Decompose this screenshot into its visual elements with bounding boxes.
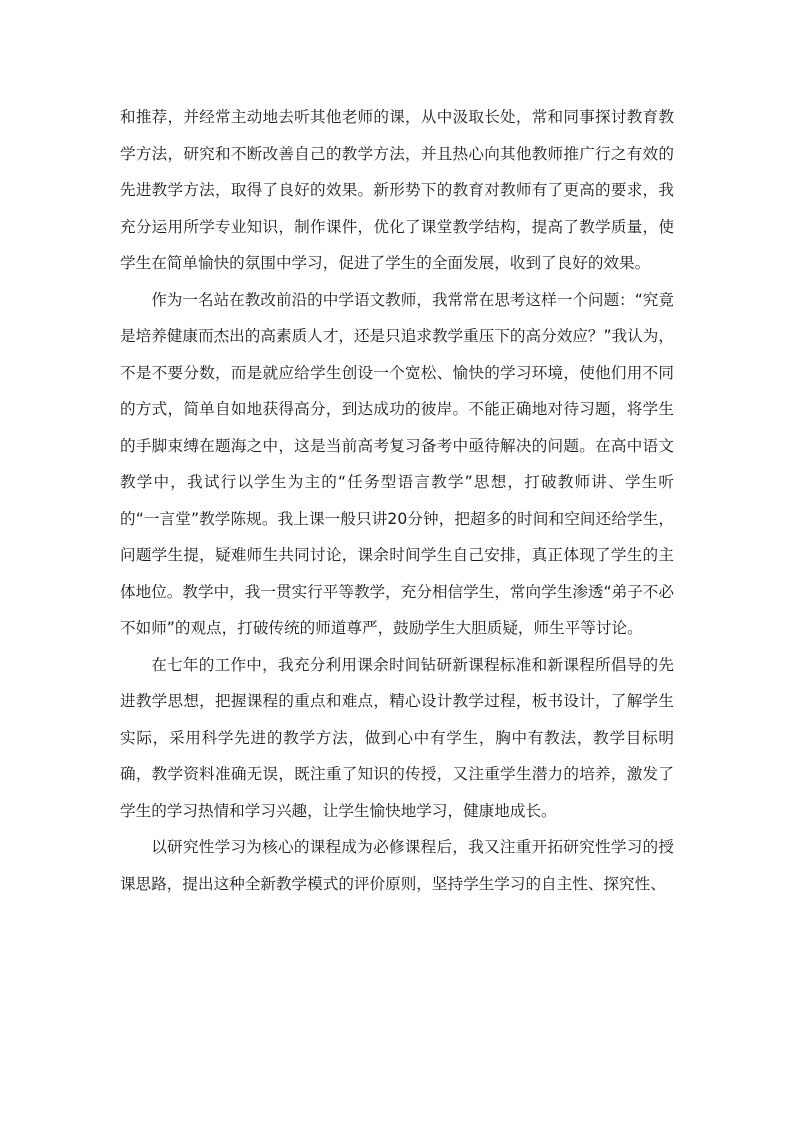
paragraph-3: 在七年的工作中，我充分利用课余时间钻研新课程标准和新课程所倡导的先进教学思想，把握课程的重点和难点，精心设计教学过程，板书设计，了解学生实际，采用科学先进的教学方法，做到心中有学生，胸中有教法，教学目标明确，教学资料准确无误，既注重了知识的传授，又注重学生潜力的培养，激发了学生的学习热情和学习兴趣，让学生愉快地学习，健康地成长。: [120, 655, 674, 820]
paragraph-2: 作为一名站在教改前沿的中学语文教师，我常常在思考这样一个问题：“究竟是培养健康而杰出的高素质人才，还是只追求教学重压下的高分效应？”我认为，不是不要分数，而是就应给学生创设一个宽松、愉快的学习环境，使他们用不同的方式，简单自如地获得高分，到达成功的彼岸。不能正确地对待习题，将学生的手脚束缚在题海之中，这是当前高考复习备考中亟待解决的问题。在高中语文教学中，我试行以学生为主的“任务型语言教学”思想，打破教师讲、学生听的“一言堂”教学陈规。我上课一般只讲20分钟，把超多的时间和空间还给学生，问题学生提，疑难师生共同讨论，课余时间学生自己安排，真正体现了学生的主体地位。教学中，我一贯实行平等教学，充分相信学生，常向学生渗透“弟子不必不如师”的观点，打破传统的师道尊严，鼓励学生大胆质疑，师生平等讨论。: [120, 290, 674, 637]
paragraph-1: 和推荐，并经常主动地去听其他老师的课，从中汲取长处，常和同事探讨教育教学方法，研究和不断改善自己的教学方法，并且热心向其他教师推广行之有效的先进教学方法，取得了良好的效果。新形势下的教育对教师有了更高的要求，我充分运用所学专业知识，制作课件，优化了课堂教学结构，提高了教学质量，使学生在简单愉快的氛围中学习，促进了学生的全面发展，收到了良好的效果。: [120, 108, 674, 272]
paragraph-4: 以研究性学习为核心的课程成为必修课程后，我又注重开拓研究性学习的授课思路，提出这种全新教学模式的评价原则，坚持学生学习的自主性、探究性、: [120, 838, 674, 893]
document-page: [120, 99, 674, 902]
